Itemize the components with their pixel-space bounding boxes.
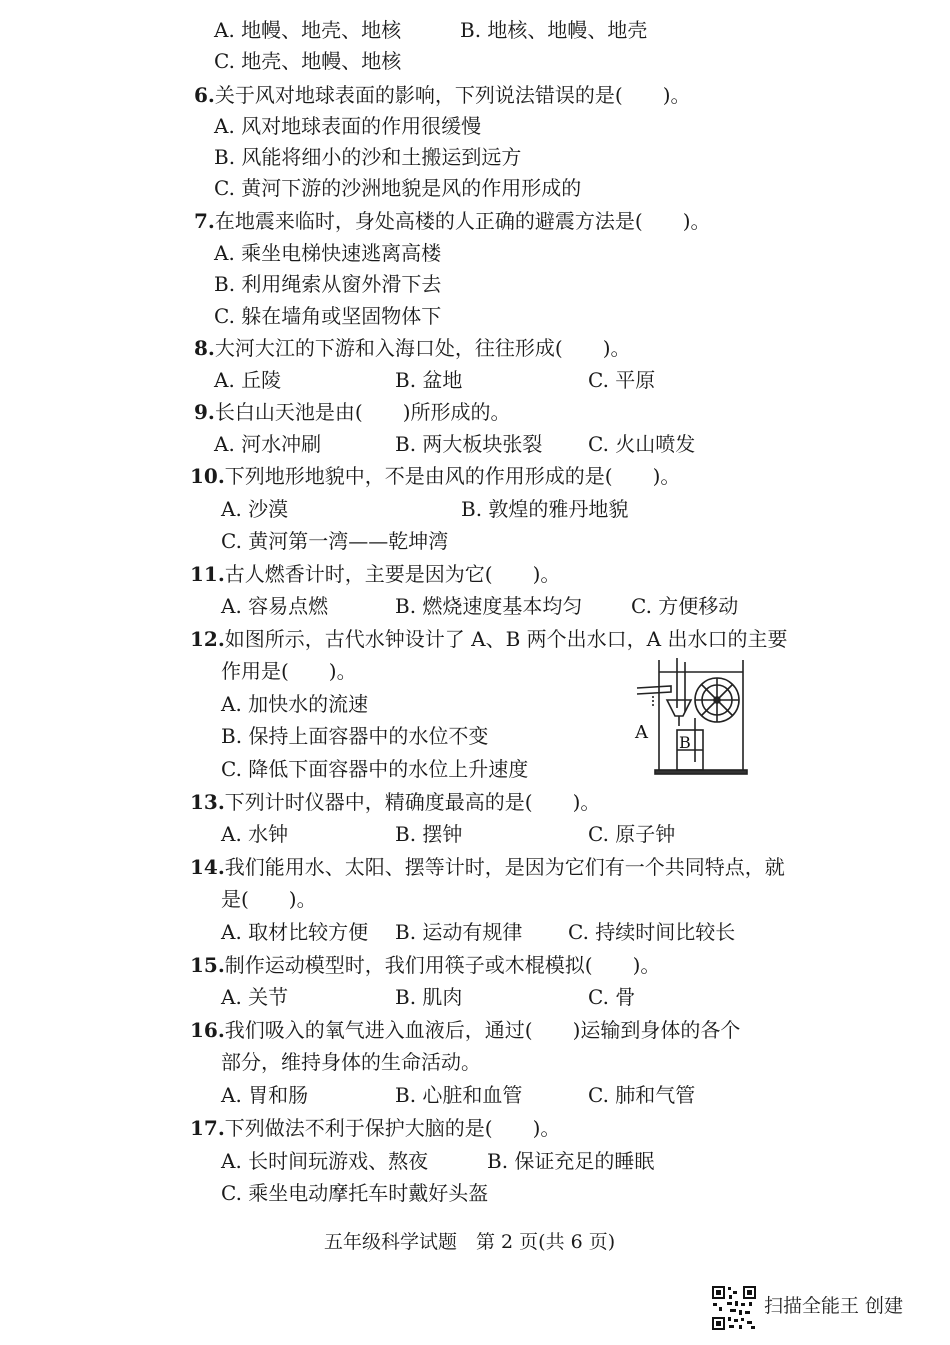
answer-option <box>214 175 581 201</box>
question-stem <box>190 789 600 815</box>
question-stem <box>194 335 631 361</box>
answer-option <box>214 271 441 297</box>
question-text: 下列做法不利于保护大脑的是( )。 <box>224 1116 561 1140</box>
option-text: A. 关节 <box>221 985 289 1009</box>
answer-option <box>395 367 462 393</box>
question-stem <box>190 626 787 652</box>
option-text: A. 加快水的流速 <box>221 692 369 716</box>
option-text: A. 风对地球表面的作用很缓慢 <box>214 114 482 138</box>
page-footer: 五年级科学试题 第 2 页(共 6 页) <box>324 1231 616 1253</box>
question-text: 关于风对地球表面的影响，下列说法错误的是( )。 <box>214 83 691 107</box>
option-text: B. 两大板块张裂 <box>395 432 543 456</box>
option-text: B. 运动有规律 <box>395 920 523 944</box>
answer-option <box>214 144 521 170</box>
question-number: 11. <box>190 562 225 586</box>
option-text: B. 利用绳索从窗外滑下去 <box>214 272 442 296</box>
option-text: A. 乘坐电梯快速逃离高楼 <box>214 241 442 265</box>
answer-option <box>395 431 542 457</box>
answer-option <box>221 528 448 554</box>
answer-option <box>395 984 462 1010</box>
answer-option <box>221 756 528 782</box>
option-text: C. 火山喷发 <box>588 432 696 456</box>
question-text: 我们能用水、太阳、摆等计时，是因为它们有一个共同特点，就 <box>224 855 785 879</box>
question-text: 我们吸入的氧气进入血液后，通过( )运输到身体的各个 <box>224 1018 741 1042</box>
question-stem <box>190 1017 740 1043</box>
question-number: 17. <box>190 1116 225 1140</box>
option-text: B. 保持上面容器中的水位不变 <box>221 724 489 748</box>
water-clock-figure <box>633 652 749 776</box>
answer-option <box>214 48 401 74</box>
question-stem <box>194 399 511 425</box>
answer-option <box>487 1148 654 1174</box>
answer-option <box>221 691 368 717</box>
option-text: B. 肌肉 <box>395 985 463 1009</box>
option-text: A. 地幔、地壳、地核 <box>214 18 402 42</box>
option-text: A. 河水冲刷 <box>214 432 322 456</box>
option-text: A. 丘陵 <box>214 368 282 392</box>
question-stem <box>194 82 691 108</box>
question-number: 8. <box>194 336 215 360</box>
answer-option <box>395 821 462 847</box>
question-text: 下列地形地貌中，不是由风的作用形成的是( )。 <box>224 464 681 488</box>
answer-option <box>460 17 647 43</box>
question-number: 15. <box>190 953 225 977</box>
answer-option <box>221 593 328 619</box>
question-stem <box>194 208 711 234</box>
answer-option <box>221 723 488 749</box>
answer-option <box>221 1180 488 1206</box>
answer-option <box>221 1082 308 1108</box>
option-text: A. 水钟 <box>221 822 289 846</box>
option-text: C. 原子钟 <box>588 822 676 846</box>
question-stem <box>190 1115 560 1141</box>
option-text: C. 黄河第一湾——乾坤湾 <box>221 529 449 553</box>
option-text: B. 敦煌的雅丹地貌 <box>461 497 629 521</box>
question-number: 7. <box>194 209 215 233</box>
answer-option <box>214 367 281 393</box>
figure-label-a: A <box>635 722 648 743</box>
option-text: C. 方便移动 <box>631 594 739 618</box>
option-text: A. 沙漠 <box>221 497 289 521</box>
question-number: 13. <box>190 790 225 814</box>
qr-code-icon <box>711 1285 757 1331</box>
question-text: 古人燃香计时，主要是因为它( )。 <box>224 562 561 586</box>
question-text: 制作运动模型时，我们用筷子或木棍模拟( )。 <box>224 953 661 977</box>
option-text: C. 肺和气管 <box>588 1083 696 1107</box>
option-text: A. 容易点燃 <box>221 594 329 618</box>
question-stem <box>190 561 560 587</box>
option-text: 部分，维持身体的生命活动。 <box>221 1050 481 1074</box>
answer-option <box>221 658 357 684</box>
option-text: C. 平原 <box>588 368 656 392</box>
option-text: B. 保证充足的睡眠 <box>487 1149 655 1173</box>
answer-option <box>221 886 317 912</box>
option-text: C. 持续时间比较长 <box>568 920 736 944</box>
question-stem <box>190 463 680 489</box>
figure-label-b: B <box>679 733 691 752</box>
answer-option <box>588 984 635 1010</box>
answer-option <box>395 1082 522 1108</box>
option-text: A. 胃和肠 <box>221 1083 309 1107</box>
question-number: 10. <box>190 464 225 488</box>
option-text: A. 长时间玩游戏、熬夜 <box>221 1149 429 1173</box>
answer-option <box>221 1049 481 1075</box>
question-number: 6. <box>194 83 215 107</box>
answer-option <box>221 1148 428 1174</box>
question-text: 如图所示，古代水钟设计了 A、B 两个出水口，A 出水口的主要 <box>224 627 788 651</box>
option-text: B. 地核、地幔、地壳 <box>460 18 648 42</box>
answer-option <box>214 431 321 457</box>
option-text: C. 躲在墙角或坚固物体下 <box>214 304 442 328</box>
question-number: 16. <box>190 1018 225 1042</box>
option-text: 作用是( )。 <box>221 659 357 683</box>
option-text: B. 摆钟 <box>395 822 463 846</box>
answer-option <box>461 496 628 522</box>
answer-option <box>588 431 695 457</box>
option-text: B. 盆地 <box>395 368 463 392</box>
option-text: C. 骨 <box>588 985 636 1009</box>
question-text: 长白山天池是由( )所形成的。 <box>214 400 511 424</box>
question-stem <box>190 952 660 978</box>
question-number: 9. <box>194 400 215 424</box>
answer-option <box>221 821 288 847</box>
question-text: 下列计时仪器中，精确度最高的是( )。 <box>224 790 601 814</box>
answer-option <box>214 113 481 139</box>
question-number: 14. <box>190 855 225 879</box>
answer-option <box>588 821 675 847</box>
answer-option <box>395 593 582 619</box>
question-number: 12. <box>190 627 225 651</box>
answer-option <box>221 919 368 945</box>
option-text: 是( )。 <box>221 887 317 911</box>
answer-option <box>214 240 441 266</box>
answer-option <box>214 17 401 43</box>
option-text: B. 燃烧速度基本均匀 <box>395 594 583 618</box>
question-text: 大河大江的下游和入海口处，往往形成( )。 <box>214 336 631 360</box>
answer-option <box>221 496 288 522</box>
answer-option <box>588 1082 695 1108</box>
question-text: 在地震来临时，身处高楼的人正确的避震方法是( )。 <box>214 209 711 233</box>
answer-option <box>631 593 738 619</box>
option-text: B. 心脏和血管 <box>395 1083 523 1107</box>
option-text: B. 风能将细小的沙和土搬运到远方 <box>214 145 522 169</box>
option-text: C. 降低下面容器中的水位上升速度 <box>221 757 529 781</box>
option-text: A. 取材比较方便 <box>221 920 369 944</box>
answer-option <box>395 919 522 945</box>
scanner-watermark: 扫描全能王 创建 <box>764 1295 904 1317</box>
answer-option <box>588 367 655 393</box>
option-text: C. 黄河下游的沙洲地貌是风的作用形成的 <box>214 176 582 200</box>
option-text: C. 乘坐电动摩托车时戴好头盔 <box>221 1181 489 1205</box>
question-stem <box>190 854 785 880</box>
answer-option <box>221 984 288 1010</box>
answer-option <box>214 303 441 329</box>
option-text: C. 地壳、地幔、地核 <box>214 49 402 73</box>
answer-option <box>568 919 735 945</box>
